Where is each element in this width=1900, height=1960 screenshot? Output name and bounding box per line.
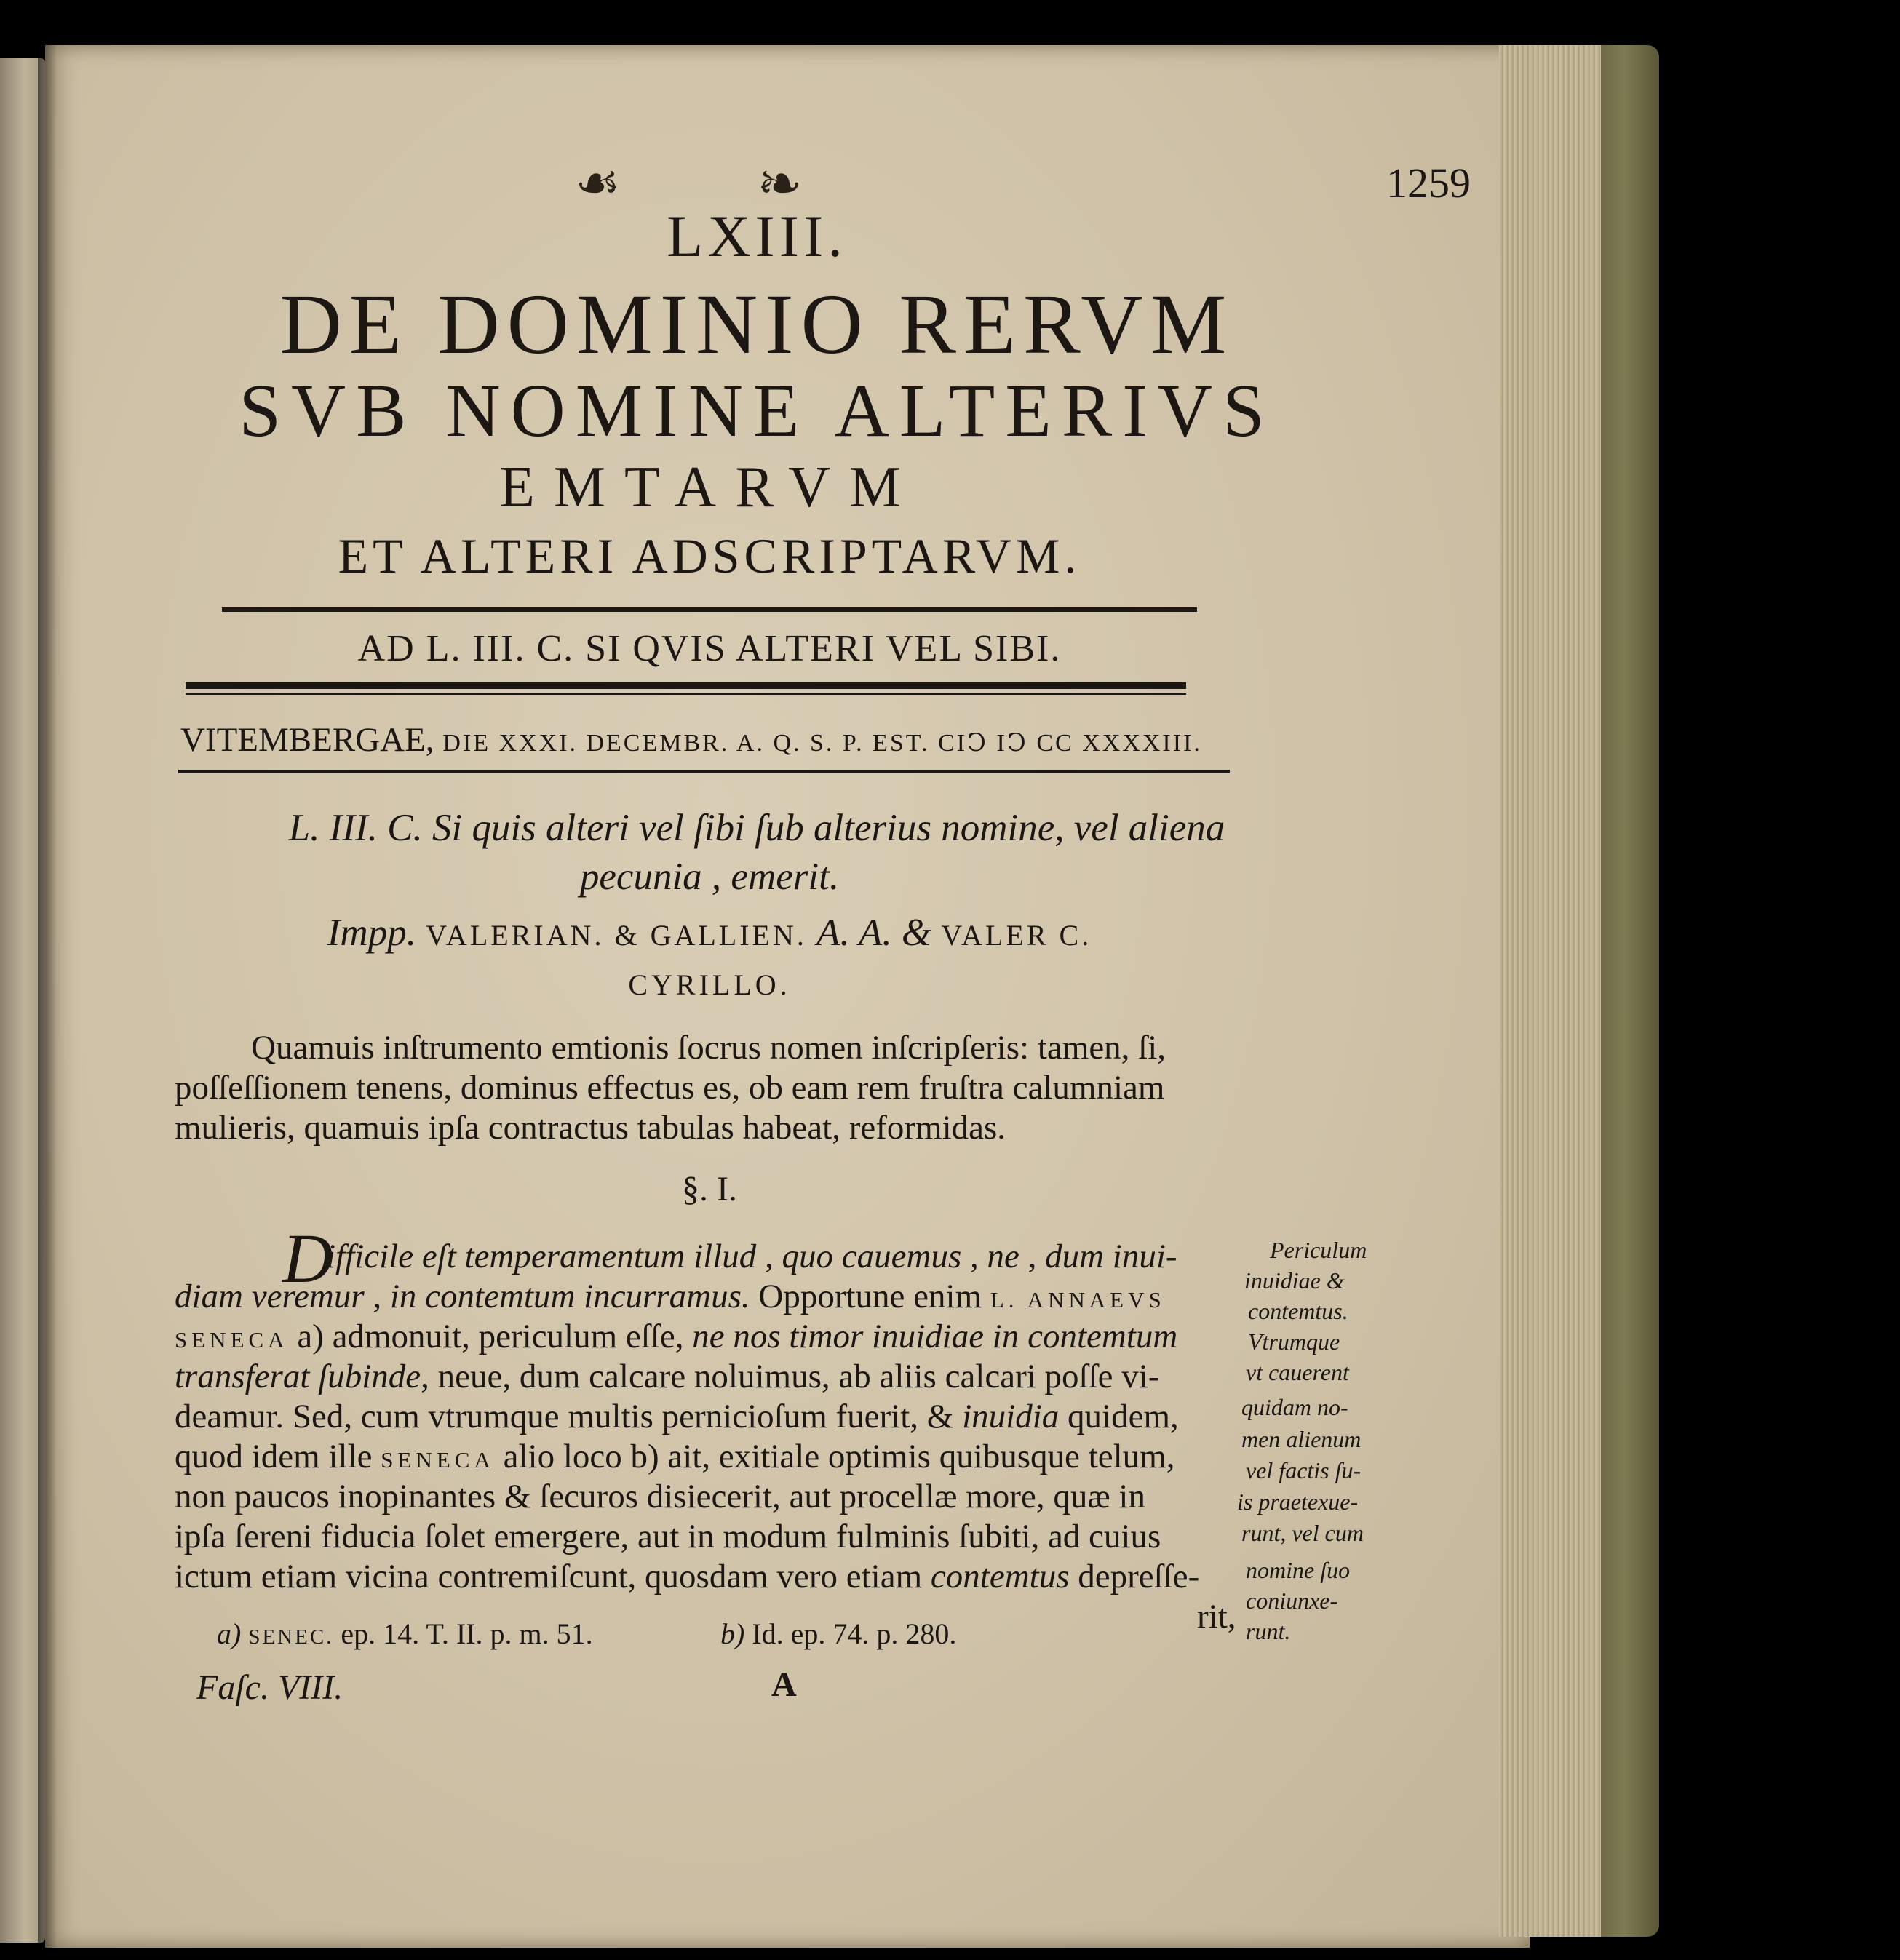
place-date-line (180, 720, 1202, 760)
author-name: L. ANNAEVS (990, 1287, 1166, 1312)
emperors-names: VALERIAN. & GALLIEN. (426, 919, 807, 952)
text: quidem, (1059, 1398, 1179, 1435)
text: deamur. Sed, cum vtrumque multis pernicioſum fuerit, & (175, 1398, 963, 1435)
margin-note: is praetexue- (1237, 1489, 1359, 1515)
lex-title-line-1: L. III. C. Si quis alteri vel ſibi ſub alterius nomine, vel aliena (288, 807, 1225, 849)
margin-note: Vtrumque (1248, 1328, 1340, 1355)
place: VITEMBERGAE, (180, 721, 434, 759)
footnote-a (217, 1617, 593, 1651)
rule-divider (222, 607, 1197, 612)
rescript-line: Quamuis inſtrumento emtionis ſocrus nomen inſcripſeris: tamen, ſi, (251, 1029, 1166, 1067)
text: Opportune enim (750, 1278, 990, 1315)
rescript-line: poſſeſſionem tenens, dominus effectus es, ob eam rem fruſtra calumniam (175, 1069, 1165, 1107)
paragraph-line (175, 1397, 1179, 1436)
rule-divider (178, 770, 1230, 773)
footnote-text: ep. 14. T. II. p. m. 51. (333, 1617, 593, 1650)
paragraph-line: rit, (1197, 1598, 1236, 1636)
author-name: SENECA (175, 1327, 289, 1353)
title-line-4: ET ALTERI ADSCRIPTARVM. (338, 528, 1081, 583)
footnote-text: Id. ep. 74. p. 280. (752, 1617, 957, 1650)
italic-text: ne nos timor inuidiae in contemtum (692, 1318, 1178, 1355)
ornament-right-icon: ☙ (757, 156, 803, 212)
drop-capital: D (282, 1219, 333, 1297)
author-name: SENECA (381, 1447, 495, 1473)
text: alio loco b) ait, exitiale optimis quibusque telum, (494, 1438, 1175, 1475)
text: a) admonuit, periculum eſſe, (288, 1318, 693, 1355)
title-line-1: DE DOMINIO RERVM (279, 276, 1234, 372)
page-number: 1259 (1386, 159, 1471, 207)
emperors-line (0, 911, 1419, 955)
paragraph-line: ipſa ſereni fiducia ſolet emergere, aut in modum fulminis ſubiti, ad cuius (175, 1518, 1161, 1555)
section-heading: §. I. (682, 1170, 737, 1208)
italic-text: diam veremur , in contemtum incurramus. (175, 1278, 750, 1315)
paragraph-line (175, 1357, 1159, 1396)
italic-text: transferat ſubinde (175, 1358, 421, 1395)
addressee: CYRILLO. (628, 968, 791, 1001)
fascicle-label: Faſc. VIII. (196, 1668, 343, 1707)
text: quod idem ille (175, 1438, 381, 1475)
rescript-line: mulieris, quamuis ipſa contractus tabulas habeat, reformidas. (175, 1109, 1006, 1147)
margin-note: Periculum (1270, 1237, 1367, 1263)
footnote-b (720, 1617, 956, 1651)
margin-note: quidam no- (1241, 1394, 1348, 1420)
margin-note: inuidiae & (1244, 1267, 1345, 1294)
margin-note: men alienum (1241, 1426, 1362, 1452)
rule-divider-thin (186, 693, 1186, 695)
margin-note: nomine ſuo (1246, 1557, 1351, 1583)
date: DIE XXXI. DECEMBR. A. Q. S. P. EST. CIↃ IↃ CC XXXXIII. (442, 730, 1202, 757)
emperors-suffix: VALER C. (941, 919, 1092, 952)
lex-title-line-2: pecunia , emerit. (579, 856, 840, 898)
chapter-number: LXIII. (667, 203, 847, 269)
paragraph-line (326, 1237, 1177, 1276)
paragraph-line: non paucos inopinantes & ſecuros disiecerit, aut procellæ more, quæ in (175, 1478, 1145, 1515)
title-line-3: EMTARVM (498, 455, 921, 519)
margin-note: runt, vel cum (1241, 1520, 1364, 1546)
emperors-aa: A. A. & (816, 912, 932, 954)
paragraph-line (175, 1277, 1166, 1316)
paragraph-line (175, 1557, 1199, 1596)
signature-mark: A (771, 1665, 797, 1704)
italic-text: contemtus (930, 1558, 1070, 1596)
text: ictum etiam vicina contremiſcunt, quosdam vero etiam (175, 1558, 931, 1596)
text: , neue, dum calcare noluimus, ab aliis calcari poſſe vi- (421, 1358, 1160, 1395)
emperors-prefix: Impp. (327, 912, 416, 954)
italic-text: ifficile eſt temperamentum illud , quo cauemus , ne , dum inui- (326, 1238, 1177, 1275)
title-line-2: SVB NOMINE ALTERIVS (239, 369, 1275, 453)
margin-note: vt cauerent (1246, 1359, 1349, 1385)
margin-note: runt. (1246, 1618, 1291, 1644)
margin-note: coniunxe- (1246, 1587, 1338, 1614)
paragraph-line (175, 1437, 1174, 1476)
legal-reference: AD L. III. C. SI QVIS ALTERI VEL SIBI. (357, 628, 1062, 669)
footnote-mark: a) (217, 1617, 242, 1650)
author-name: SENEC. (248, 1625, 334, 1649)
margin-note: vel factis ſu- (1246, 1457, 1362, 1483)
ornament-left-icon: ☙ (575, 156, 621, 212)
italic-text: inuidia (962, 1398, 1060, 1435)
footnote-mark: b) (720, 1617, 745, 1650)
paragraph-line (175, 1317, 1177, 1356)
text: depreſſe- (1069, 1558, 1200, 1596)
margin-note: contemtus. (1248, 1298, 1348, 1324)
rule-divider-thick (186, 682, 1186, 689)
book-cover-edge (1601, 45, 1659, 1937)
